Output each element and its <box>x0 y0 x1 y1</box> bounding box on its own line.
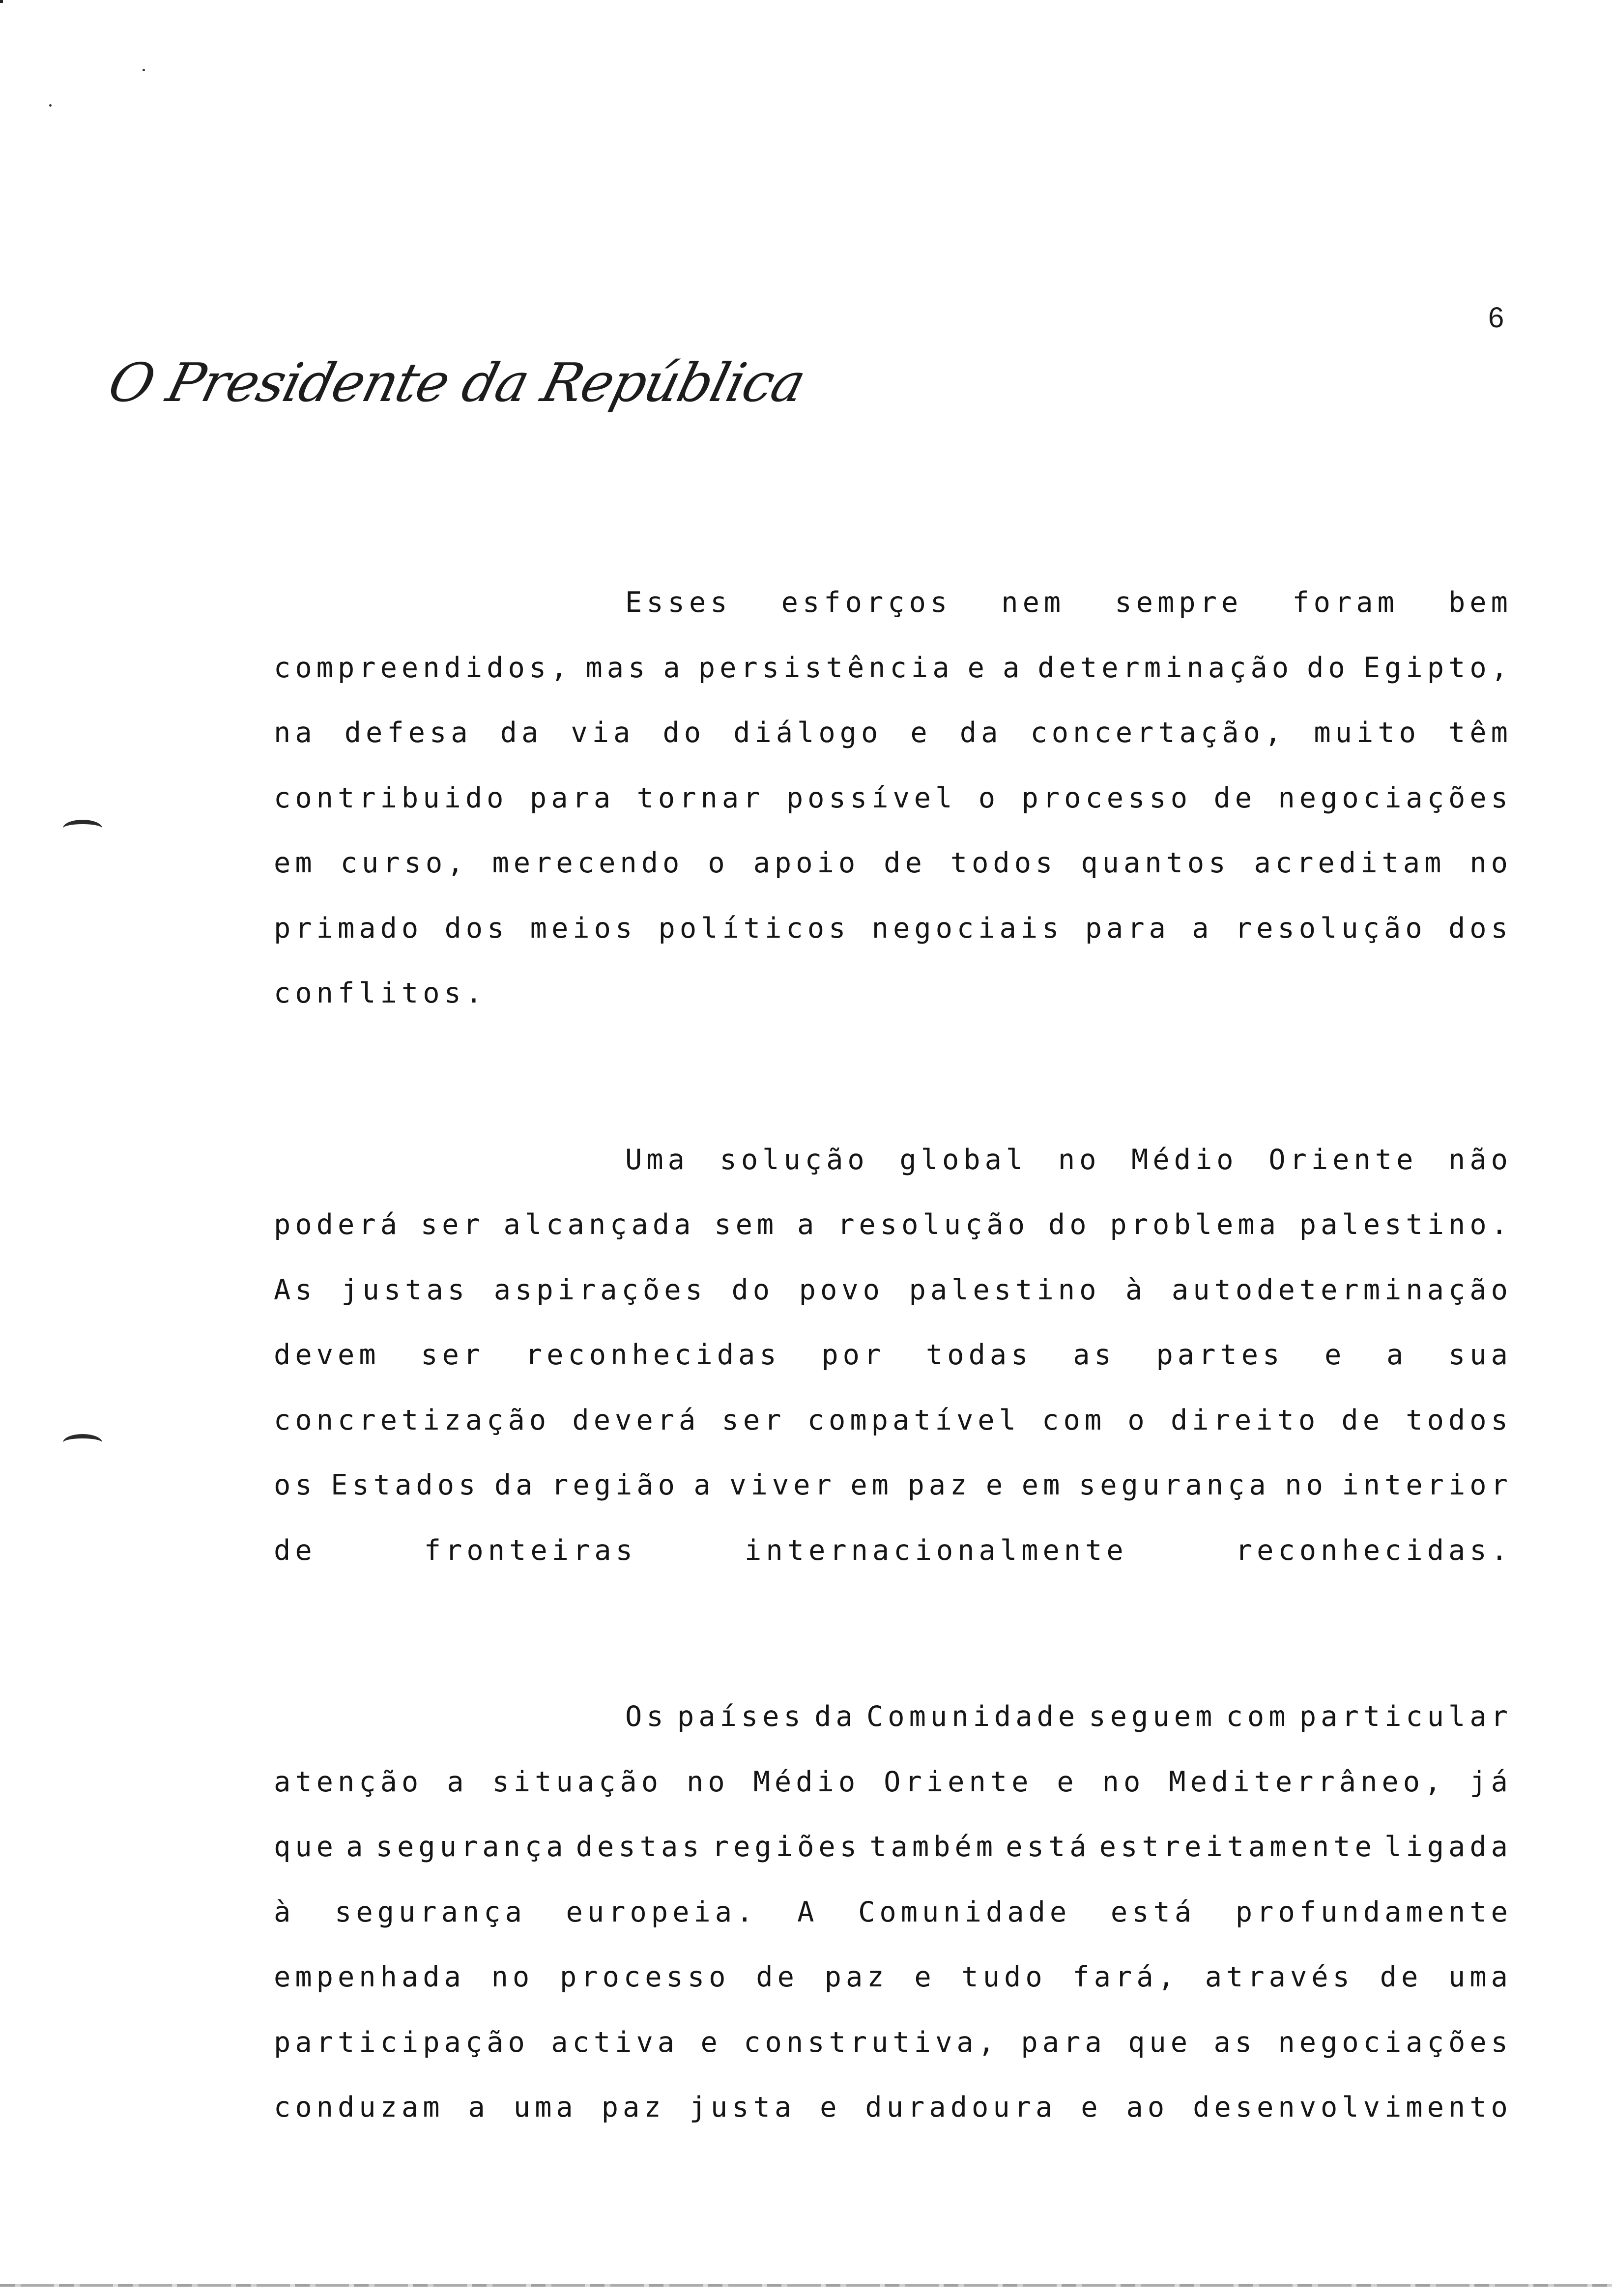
paragraph <box>274 1684 1512 2140</box>
text-line <box>274 1684 1512 1750</box>
word: já <box>1469 1765 1512 1798</box>
word: em <box>850 1469 893 1501</box>
word: reconhecidas <box>525 1339 781 1371</box>
word: ligada <box>1384 1831 1512 1863</box>
word: está <box>1110 1895 1196 1928</box>
word: acreditam <box>1254 847 1446 879</box>
word: países <box>677 1700 805 1733</box>
word: participação <box>274 2026 529 2059</box>
word: a <box>1386 1339 1408 1371</box>
word: interior <box>1342 1469 1512 1501</box>
word: a <box>468 2091 489 2124</box>
word: e <box>1324 1339 1346 1371</box>
word: da <box>494 1469 537 1501</box>
word: também <box>869 1831 998 1863</box>
punch-hole-mark <box>63 1434 102 1451</box>
word: todas <box>925 1339 1033 1371</box>
word: e <box>914 1961 936 1993</box>
text-line <box>274 1453 1512 1518</box>
word: situação <box>492 1765 663 1798</box>
word: região <box>551 1469 679 1501</box>
text-line <box>274 1258 1512 1323</box>
word: da <box>959 717 1003 749</box>
word: políticos <box>658 912 850 945</box>
word: curso, <box>340 847 468 879</box>
text-line <box>274 1750 1512 1815</box>
word: o <box>978 781 1000 814</box>
word: em <box>274 847 317 879</box>
word: global <box>899 1143 1028 1176</box>
word: devem <box>274 1339 380 1371</box>
word: Uma <box>625 1143 689 1176</box>
word: a <box>447 1765 468 1798</box>
word: a <box>797 1208 819 1241</box>
word: e <box>967 651 989 684</box>
word: todos <box>950 847 1057 879</box>
word: muito <box>1314 717 1420 749</box>
word: e <box>820 2091 841 2124</box>
word: e <box>1081 2091 1102 2124</box>
word: sem <box>714 1208 778 1241</box>
word: nem <box>1001 586 1065 619</box>
word: ser <box>721 1404 786 1436</box>
word: estreitamente <box>1099 1831 1376 1863</box>
word: no <box>1285 1469 1327 1501</box>
word: atenção <box>274 1765 423 1798</box>
word: determinação <box>1037 651 1294 684</box>
word: a <box>1002 651 1024 684</box>
word: de <box>756 1961 799 1993</box>
text-line <box>274 1322 1512 1388</box>
word: de <box>1380 1961 1423 1993</box>
word: concretização <box>274 1404 551 1436</box>
word: apoio <box>753 847 860 879</box>
word: a <box>346 1831 368 1863</box>
word: negociações <box>1278 2026 1512 2059</box>
text-line <box>274 1127 1512 1193</box>
word: a <box>693 1469 715 1501</box>
word: conflitos. <box>274 977 487 1009</box>
word: regiões <box>712 1831 862 1863</box>
word: possível <box>786 781 957 814</box>
scan-speck <box>0 0 3 3</box>
word: Os <box>625 1700 668 1733</box>
word: Comunidade <box>858 1895 1071 1928</box>
word: empenhada <box>274 1961 465 1993</box>
word: merecendo <box>492 847 684 879</box>
word: e <box>700 2026 722 2059</box>
word: justa <box>689 2091 796 2124</box>
word: contribuido <box>274 781 508 814</box>
paragraph <box>274 1127 1512 1583</box>
word: com <box>1042 1404 1106 1436</box>
word: autodeterminação <box>1171 1273 1512 1306</box>
word: o <box>1127 1404 1149 1436</box>
word: uma <box>513 2091 577 2124</box>
word: à <box>1125 1273 1147 1306</box>
word: Comunidade <box>866 1700 1080 1733</box>
text-line <box>274 2010 1512 2075</box>
page-number: 6 <box>1488 302 1504 334</box>
word: tudo <box>961 1961 1047 1993</box>
text-line <box>274 1814 1512 1880</box>
word: está <box>1006 1831 1091 1863</box>
word: de <box>1341 1404 1384 1436</box>
word: internacionalmente <box>745 1534 1128 1567</box>
text-line <box>274 1192 1512 1258</box>
text-line <box>274 1388 1512 1453</box>
punch-hole-mark <box>63 820 102 837</box>
word: concertação, <box>1030 717 1286 749</box>
word: do <box>662 717 706 749</box>
letterhead: O Presidente da República <box>102 352 811 414</box>
page-bottom-edge <box>0 2284 1612 2287</box>
word: fará, <box>1072 1961 1179 1993</box>
word: não <box>1448 1143 1512 1176</box>
word: partes <box>1156 1339 1284 1371</box>
word: à <box>274 1895 295 1928</box>
scan-speck <box>49 104 52 107</box>
word: a <box>1192 912 1213 945</box>
scan-speck <box>143 69 145 71</box>
word: A <box>797 1895 819 1928</box>
word: do <box>1048 1208 1091 1241</box>
word: reconhecidas. <box>1235 1534 1512 1567</box>
word: poderá <box>274 1208 402 1241</box>
text-line <box>274 1518 1512 1583</box>
text-line <box>274 831 1512 896</box>
word: dos <box>1448 912 1512 945</box>
word: primado <box>274 912 423 945</box>
word: em <box>1021 1469 1065 1501</box>
word: compreendidos, <box>274 651 572 684</box>
word: para <box>529 781 615 814</box>
word: palestino. <box>1299 1208 1512 1241</box>
word: através <box>1205 1961 1354 1993</box>
word: as <box>1213 2026 1257 2059</box>
word: solução <box>720 1143 869 1176</box>
word: via <box>571 717 635 749</box>
word: resolução <box>1235 912 1427 945</box>
word: do <box>1307 651 1350 684</box>
word: Médio <box>753 1765 860 1798</box>
word: negociais <box>871 912 1064 945</box>
word: destas <box>576 1831 704 1863</box>
word: dos <box>444 912 509 945</box>
word: bem <box>1448 586 1512 619</box>
word: diálogo <box>733 717 883 749</box>
word: aspirações <box>493 1273 707 1306</box>
word: paz <box>601 2091 665 2124</box>
word: paz <box>907 1469 972 1501</box>
word: construtiva, <box>744 2026 1000 2059</box>
text-line <box>274 570 1512 635</box>
text-line <box>274 2075 1512 2140</box>
word: da <box>500 717 543 749</box>
text-line <box>274 1880 1512 1945</box>
word: meios <box>530 912 637 945</box>
word: profundamente <box>1235 1895 1512 1928</box>
word: ser <box>420 1208 485 1241</box>
word: esforços <box>781 586 952 619</box>
word: paz <box>824 1961 889 1993</box>
paragraph <box>274 570 1512 1026</box>
word: Mediterrâneo, <box>1169 1765 1446 1798</box>
word: povo <box>799 1273 884 1306</box>
word: tornar <box>636 781 765 814</box>
word: Egipto, <box>1363 651 1512 684</box>
word: as <box>1073 1339 1116 1371</box>
text-line <box>274 1945 1512 2010</box>
word: de <box>884 847 926 879</box>
word: deverá <box>572 1404 700 1436</box>
word: ao <box>1126 2091 1169 2124</box>
word: processo <box>559 1961 730 1993</box>
word: particular <box>1299 1700 1512 1733</box>
word: conduzam <box>274 2091 444 2124</box>
word: e <box>1057 1765 1078 1798</box>
word: As <box>274 1273 317 1306</box>
word: a <box>663 651 685 684</box>
word: seguem <box>1089 1700 1217 1733</box>
word: compatível <box>807 1404 1020 1436</box>
word: duradoura <box>865 2091 1057 2124</box>
word: alcançada <box>503 1208 695 1241</box>
word: direito <box>1170 1404 1320 1436</box>
word: na <box>274 717 317 749</box>
word: segurança <box>1078 1469 1270 1501</box>
word: no <box>687 1765 729 1798</box>
word: europeia. <box>566 1895 758 1928</box>
word: sua <box>1448 1339 1512 1371</box>
word: no <box>1102 1765 1145 1798</box>
word: defesa <box>344 717 472 749</box>
word: sempre <box>1115 586 1243 619</box>
word: para <box>1021 2026 1106 2059</box>
body-text <box>274 570 1512 2241</box>
word: Médio <box>1131 1143 1238 1176</box>
word: o <box>708 847 729 879</box>
word: da <box>814 1700 857 1733</box>
word: todos <box>1406 1404 1512 1436</box>
word: negociações <box>1278 781 1512 814</box>
text-line <box>274 896 1512 961</box>
word: segurança <box>335 1895 526 1928</box>
word: ser <box>421 1339 485 1371</box>
word: têm <box>1448 717 1512 749</box>
word: viver <box>729 1469 836 1501</box>
word: para <box>1085 912 1171 945</box>
word: activa <box>551 2026 679 2059</box>
word: Esses <box>625 586 732 619</box>
word: palestino <box>909 1273 1101 1306</box>
word: no <box>1058 1143 1101 1176</box>
word: com <box>1226 1700 1290 1733</box>
word: mas <box>585 651 650 684</box>
word: Oriente <box>1268 1143 1418 1176</box>
word: fronteiras <box>424 1534 637 1567</box>
word: que <box>1128 2026 1192 2059</box>
word: resolução <box>837 1208 1030 1241</box>
text-line <box>274 961 1512 1026</box>
text-line <box>274 635 1512 701</box>
text-line <box>274 700 1512 766</box>
word: uma <box>1448 1961 1512 1993</box>
word: no <box>491 1961 534 1993</box>
word: quantos <box>1081 847 1230 879</box>
word: segurança <box>375 1831 568 1863</box>
word: os <box>274 1469 317 1501</box>
word: persistência <box>698 651 954 684</box>
word: do <box>731 1273 775 1306</box>
word: foram <box>1292 586 1399 619</box>
word: de <box>1213 781 1257 814</box>
word: no <box>1469 847 1512 879</box>
word: problema <box>1110 1208 1280 1241</box>
word: justas <box>341 1273 469 1306</box>
word: Estados <box>331 1469 480 1501</box>
word: desenvolvimento <box>1193 2091 1512 2124</box>
word: por <box>821 1339 886 1371</box>
text-line <box>274 766 1512 831</box>
word: e <box>985 1469 1008 1501</box>
word: de <box>274 1534 317 1567</box>
word: e <box>910 717 932 749</box>
word: processo <box>1021 781 1192 814</box>
word: Oriente <box>884 1765 1033 1798</box>
word: que <box>274 1831 338 1863</box>
